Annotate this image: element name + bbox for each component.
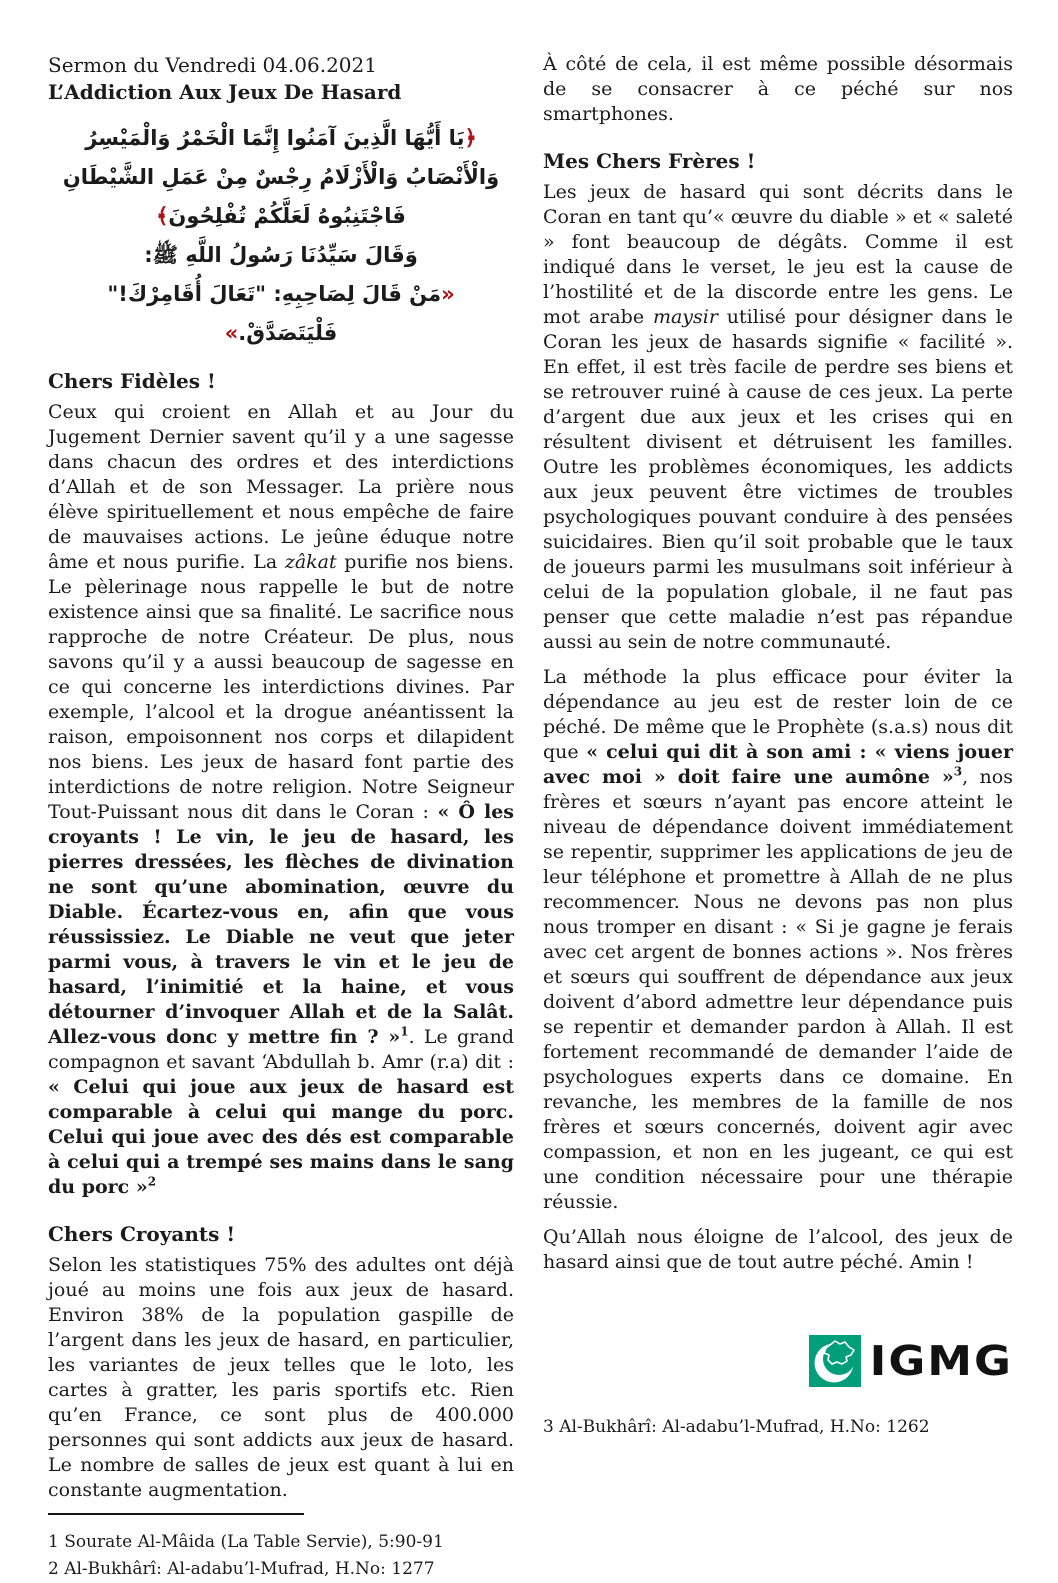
sermon-date: Sermon du Vendredi 04.06.2021 <box>48 53 377 77</box>
igmg-logo <box>809 1335 1013 1387</box>
two-column-layout <box>48 52 1014 1579</box>
footnote-separator-line <box>48 1513 304 1515</box>
paragraph-smartphones: À côté de cela, il est même possible désormais de se consacrer à ce péché sur nos smartphones. <box>543 53 1013 125</box>
document-title: L’Addiction Aux Jeux De Hasard <box>48 80 402 104</box>
left-column <box>48 52 515 1579</box>
paragraph-closing-dua: Qu’Allah nous éloigne de l’alcool, des jeux de hasard ainsi que de tout autre péché. Amin ! <box>543 1226 1013 1273</box>
paragraph-maysir-damages: Les jeux de hasard qui sont décrits dans le Coran en tant qu’« œuvre du diable » et « saleté » font beaucoup de dégâts. Comme il est indiqué dans le verset, le jeu est la cause de l’hostilité et de la discorde entre les gens. Le mot arabe maysir utilisé pour désigner dans le Coran les jeux de hasards signifie « facilité ». En effet, il est très facile de perdre ses biens et se retrouver ruiné à cause de ces jeux. La perte d’argent due aux jeux et les crises qui en résultent divisent et détruisent les familles. Outre les problèmes économiques, les addicts aux jeux peuvent être victimes de troubles psychologiques pouvant conduire à des pensées suicidaires. Bien qu’il soit probable que le taux de joueurs parmi les musulmans soit inférieur à celui de la population globale, il ne faut pas penser que cette maladie n’est pas répandue aussi au sein de notre communauté. <box>543 181 1013 653</box>
paragraph-statistics: Selon les statistiques 75% des adultes ont déjà joué au moins une fois aux jeux de hasard. Environ 38% de la population gaspille de l’argent dans les jeux de hasard, en particulier, les variantes de jeux telles que le loto, les cartes à gratter, les paris sportifs etc. Rien qu’en France, ce sont plus de 400.000 personnes qui sont addicts aux jeux de hasard. Le nombre de salles de jeux est quant à lui en constante augmentation. <box>48 1254 514 1501</box>
hadith-intro-arabic: وَقَالَ سَيِّدُنَا رَسُولُ اللَّهِ ﷺ: <box>144 243 418 267</box>
heading-chers-croyants: Chers Croyants ! <box>48 1222 236 1246</box>
heading-mes-chers-freres: Mes Chers Frères ! <box>543 149 756 173</box>
footnote-2: 2 Al-Bukhârî: Al-adabu’l-Mufrad, H.No: 1277 <box>48 1559 435 1579</box>
right-footnotes <box>543 1414 1013 1441</box>
igmg-wordmark: IGMG <box>869 1336 1013 1385</box>
footnote-1: 1 Sourate Al-Mâida (La Table Servie), 5:90-91 <box>48 1532 444 1552</box>
arabic-quotes-block <box>48 119 514 353</box>
right-column <box>543 52 1013 1467</box>
hadith-text-arabic: «مَنْ قَالَ لِصَاحِبِهِ: "تَعَالَ أُقَامِرْكَ!" فَلْيَتَصَدَّقْ.» <box>107 282 455 345</box>
footnote-3: 3 Al-Bukhârî: Al-adabu’l-Mufrad, H.No: 1262 <box>543 1417 930 1437</box>
left-footnotes <box>48 1513 514 1583</box>
paragraph-avoiding-dependence: La méthode la plus efficace pour éviter la dépendance au jeu est de rester loin de ce péché. De même que le Prophète (s.a.s) nous dit que « celui qui dit à son ami : « viens jouer avec moi » doit faire une aumône »$^3$, nos frères et sœurs n’ayant pas encore atteint le niveau de dépendance doivent immédiatement se repentir, supprimer les applications de jeu de leur téléphone et promettre à Allah de ne plus recommencer. Nous ne devons pas non plus nous tromper en disant : « Si je gagne je ferais avec cet argent de bonnes actions ». Nos frères et sœurs qui souffrent de dépendance aux jeux doivent d’abord admettre leur dépendance puis se repentir et demander pardon à Allah. Il est fortement recommandé de demander l’aide de psychologues experts dans ce domaine. En revanche, les membres de la famille de nos frères et sœurs concernés, doivent agir avec compassion, et non en les jugeant, ce qui est une condition nécessaire pour une thérapie réussie. <box>543 666 1014 1213</box>
igmg-crescent-icon <box>809 1335 861 1387</box>
quran-verse-arabic: ﴿يَا أَيُّهَا الَّذِينَ آمَنُوا إِنَّمَا الْخَمْرُ وَالْمَيْسِرُ وَالْأَنْصَابُ وَالْأَزْلَامُ رِجْسٌ مِنْ عَمَلِ الشَّيْطَانِ فَاجْتَنِبُوهُ لَعَلَّكُمْ تُفْلِحُونَ﴾ <box>62 126 500 228</box>
paragraph-wisdom-and-quran-quote: Ceux qui croient en Allah et au Jour du Jugement Dernier savent qu’il y a une sagesse dans chacun des ordres et des interdictions d’Allah et de son Messager. La prière nous élève spirituellement et nous empêche de faire de mauvaises actions. Le jeûne éduque notre âme et nous purifie. La zâkat purifie nos biens. Le pèlerinage nous rappelle le but de notre existence ainsi que sa finalité. Le sacrifice nous rapproche de notre Créateur. De plus, nous savons qu’il y a aussi beaucoup de sagesse en ce qui concerne les interdictions divines. Par exemple, l’alcool et la drogue anéantissent la raison, empoisonnent nos corps et dilapident nos biens. Les jeux de hasard font partie des interdictions de notre religion. Notre Seigneur Tout-Puissant nous dit dans le Coran : « Ô les croyants ! Le vin, le jeu de hasard, les pierres dressées, les flèches de divination ne sont qu’une abomination, œuvre du Diable. Écartez-vous en, afin que vous réussissiez. Le Diable ne veut que jeter parmi vous, à travers le vin et le jeu de hasard, l’inimitié et la haine, et vous détourner d’invoquer Allah et de la Salât. Allez-vous donc y mettre fin ? »$^1$. Le grand compagnon et savant ‘Abdullah b. Amr (r.a) dit : « Celui qui joue aux jeux de hasard est comparable à celui qui mange du porc. Celui qui joue avec des dés est comparable à celui qui a trempé ses mains dans le sang du porc »$^2$ <box>48 401 515 1198</box>
heading-chers-fideles: Chers Fidèles ! <box>48 369 216 393</box>
